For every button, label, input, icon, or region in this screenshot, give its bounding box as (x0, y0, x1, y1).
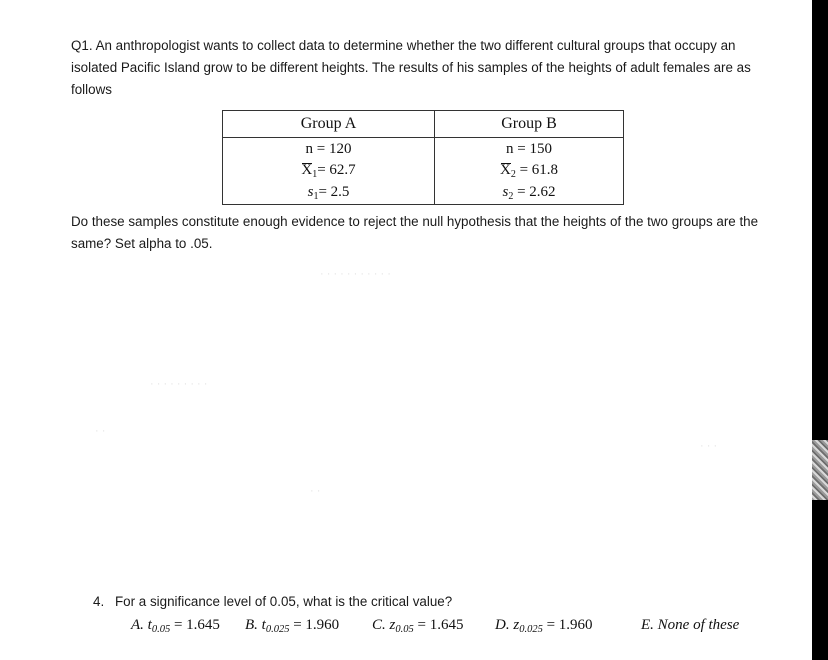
mean-symbol: X (301, 162, 313, 178)
bleed-through-mark: · · (310, 485, 321, 497)
question-4 (93, 594, 452, 609)
option-a: A. $t_{0.05} = 1.645$ (131, 617, 220, 635)
option-e: E. None of these (641, 617, 740, 633)
group-b-sd: $s_2 = 2.62$ (435, 182, 624, 205)
bleed-through-mark: · · (95, 425, 106, 437)
option-d: D. $z_{0.025} = 1.960$ (495, 617, 593, 635)
samples-table (222, 110, 624, 205)
bleed-through-mark: · · · · · · · · · (150, 378, 208, 390)
question-1-prompt: Q1. An anthropologist wants to collect data to determine whether the two different cultural groups that occupy an isolated Pacific Island grow to be different heights. The results of his samples of the heights of adult females are as follows (71, 38, 751, 97)
group-b-n: n = 150 (435, 138, 624, 161)
group-a-n: n = 120 (223, 138, 435, 161)
header-group-b: Group B (435, 111, 624, 138)
question-1-follow-up: Do these samples constitute enough evidence to reject the null hypothesis that the heights of the two groups are the same? Set alpha to .05. (71, 214, 759, 251)
table-row (223, 160, 624, 182)
table-row (223, 182, 624, 205)
option-c: C. $z_{0.05} = 1.645$ (372, 617, 464, 635)
option-b: B. $t_{0.025} = 1.960$ (245, 617, 340, 635)
bleed-through-mark: · · · · · · · · · · · (320, 268, 391, 280)
table-header-row (223, 111, 624, 138)
question-4-text: For a significance level of 0.05, what is the critical value? (115, 594, 453, 609)
group-b-mean: $X_2 = 61.8$ (435, 160, 624, 182)
question-4-number: 4. (93, 594, 105, 609)
mean-symbol: X (499, 162, 511, 178)
group-a-sd: $s_1= 2.5$ (223, 182, 435, 205)
header-group-a: Group A (223, 111, 435, 138)
cropped-image-edge (812, 440, 828, 500)
group-a-mean: $X_1= 62.7$ (223, 160, 435, 182)
bleed-through-mark: · · · (700, 440, 718, 452)
table-row (223, 138, 624, 161)
